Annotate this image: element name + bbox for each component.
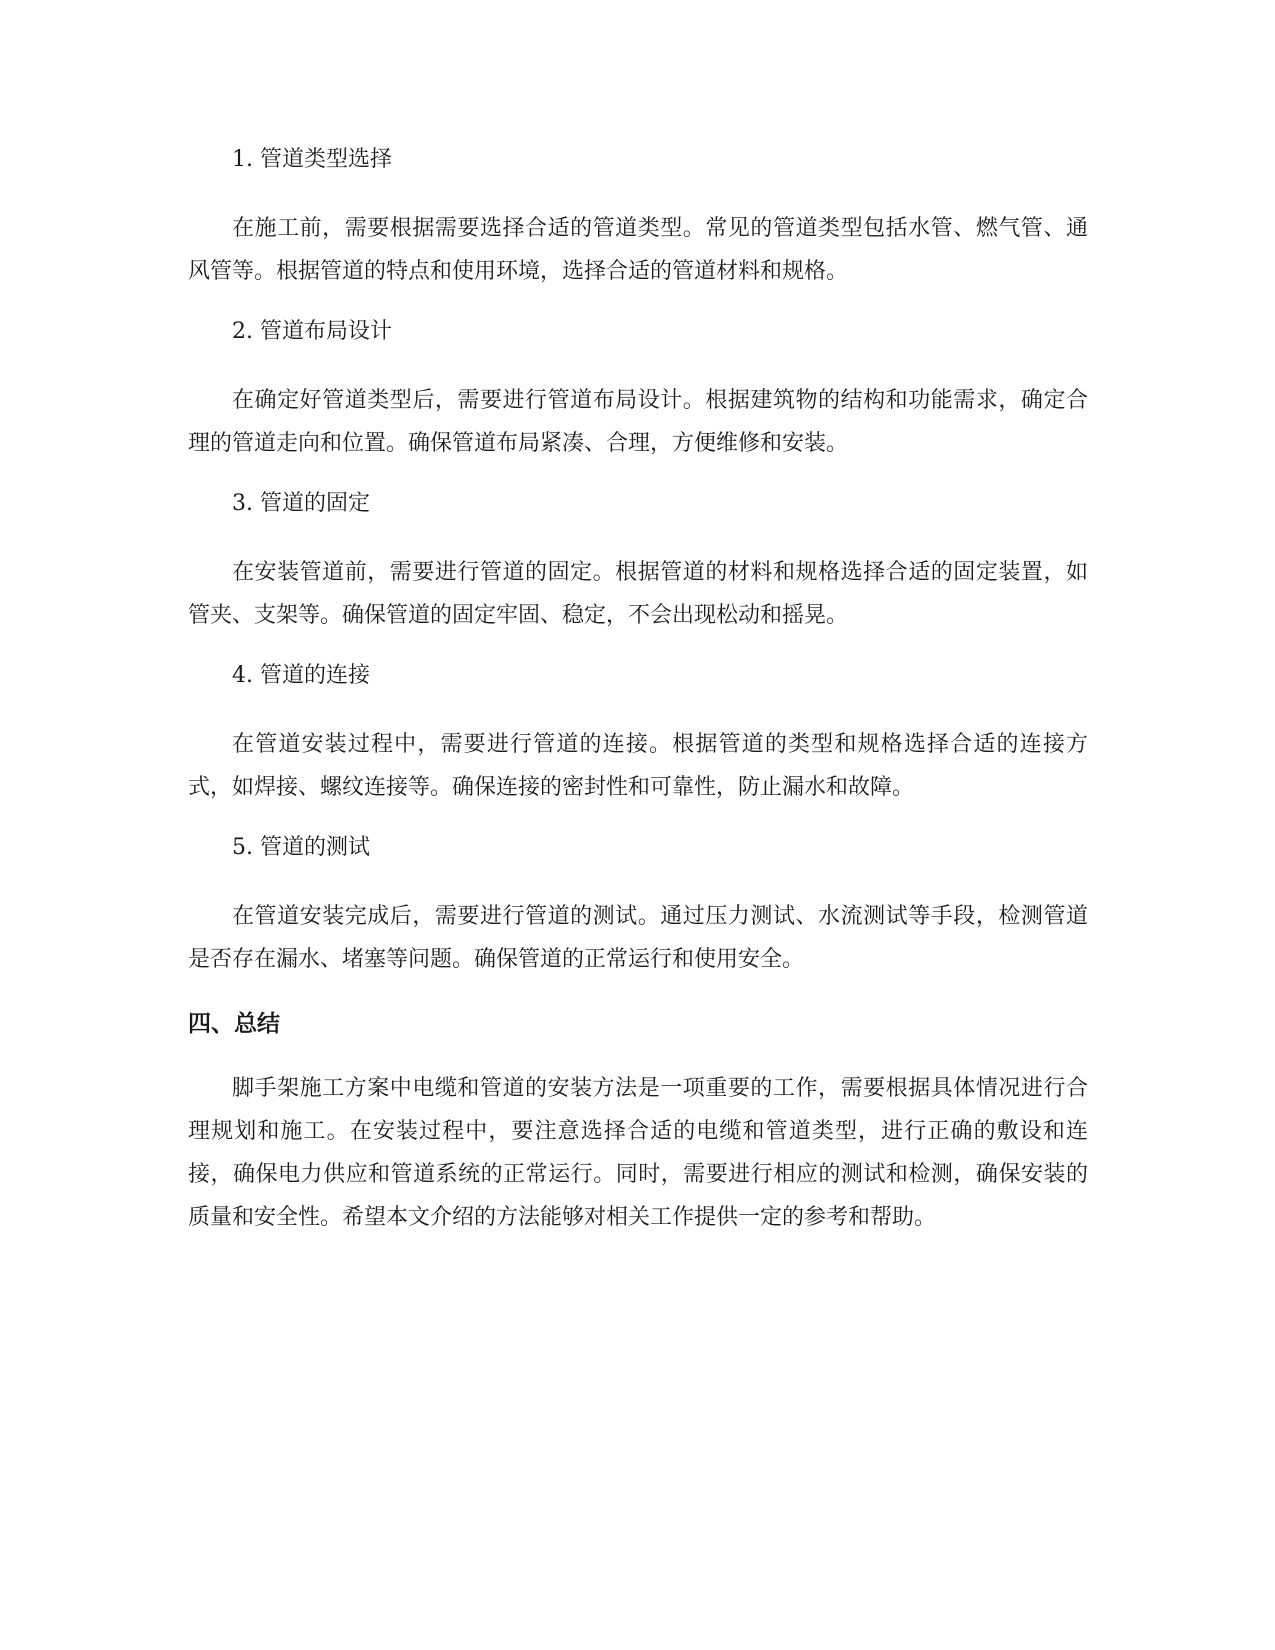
document-content	[188, 143, 1088, 1261]
summary-heading: 四、总结	[188, 1011, 280, 1037]
section-title-pipe-connection: 4. 管道的连接	[232, 663, 370, 688]
summary-body: 脚手架施工方案中电缆和管道的安装方法是一项重要的工作，需要根据具体情况进行合理规划和施工。在安装过程中，要注意选择合适的电缆和管道类型，进行正确的敷设和连接，确保电力供应和管道系统的正常运行。同时，需要进行相应的测试和检测，确保安装的质量和安全性。希望本文介绍的方法能够对相关工作提供一定的参考和帮助。	[188, 1076, 1088, 1230]
section-body-pipe-testing: 在管道安装完成后，需要进行管道的测试。通过压力测试、水流测试等手段，检测管道是否存在漏水、堵塞等问题。确保管道的正常运行和使用安全。	[188, 904, 1088, 972]
section-body-pipe-connection: 在管道安装过程中，需要进行管道的连接。根据管道的类型和规格选择合适的连接方式，如焊接、螺纹连接等。确保连接的密封性和可靠性，防止漏水和故障。	[188, 732, 1088, 800]
section-title-pipe-layout: 2. 管道布局设计	[232, 319, 392, 344]
section-title-pipe-testing: 5. 管道的测试	[232, 835, 370, 860]
section-title-pipe-fixing: 3. 管道的固定	[232, 491, 370, 516]
section-body-pipe-layout: 在确定好管道类型后，需要进行管道布局设计。根据建筑物的结构和功能需求，确定合理的管道走向和位置。确保管道布局紧凑、合理，方便维修和安装。	[188, 388, 1088, 456]
section-title-pipe-type: 1. 管道类型选择	[232, 147, 392, 172]
section-body-pipe-fixing: 在安装管道前，需要进行管道的固定。根据管道的材料和规格选择合适的固定装置，如管夹、支架等。确保管道的固定牢固、稳定，不会出现松动和摇晃。	[188, 560, 1088, 628]
section-body-pipe-type: 在施工前，需要根据需要选择合适的管道类型。常见的管道类型包括水管、燃气管、通风管等。根据管道的特点和使用环境，选择合适的管道材料和规格。	[188, 216, 1088, 284]
